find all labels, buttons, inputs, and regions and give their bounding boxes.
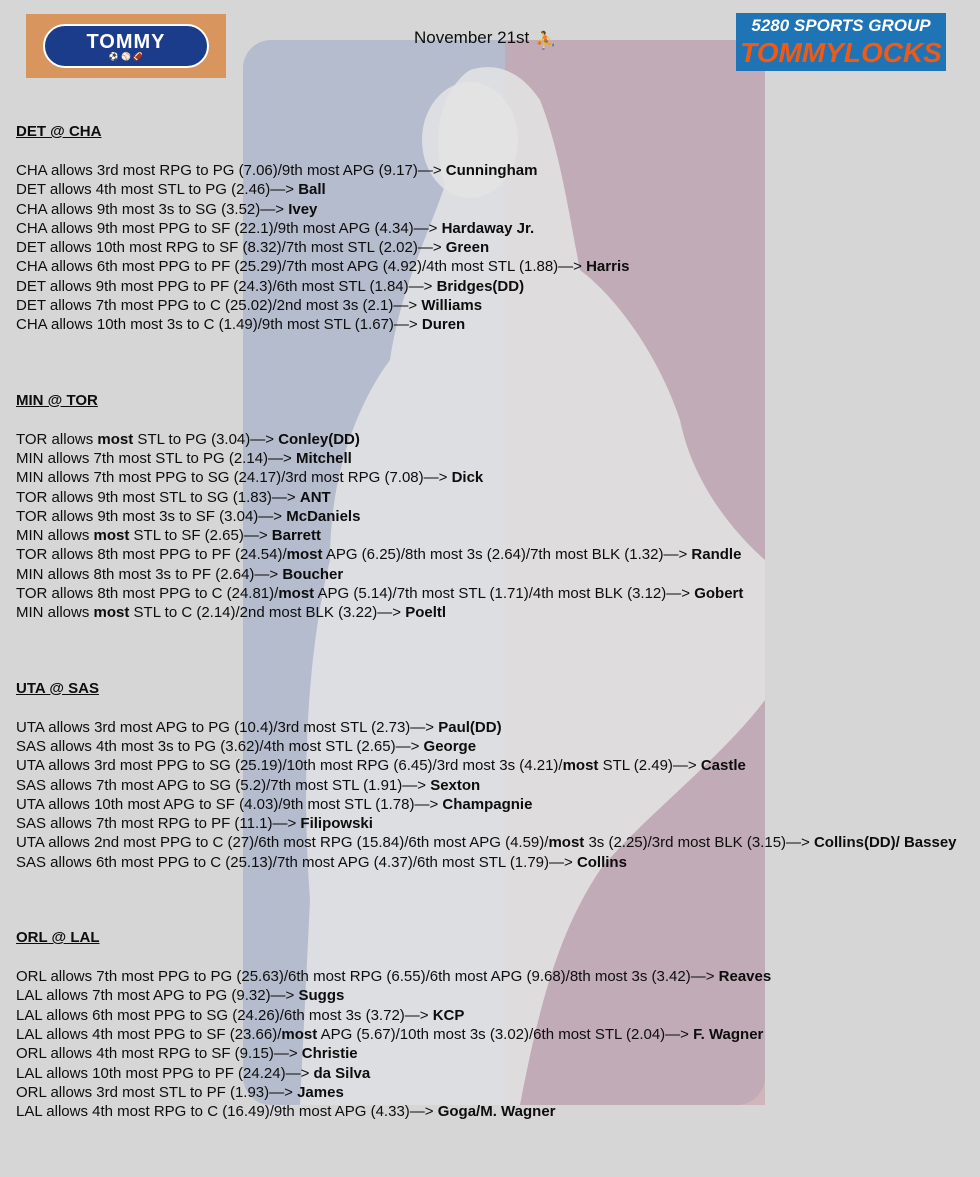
- stat-text: STL to C (2.14)/2nd most BLK (3.22)—>: [129, 604, 406, 622]
- player-name: most: [93, 604, 130, 622]
- matchup-line: [16, 833, 966, 852]
- player-name: Christie: [301, 1045, 358, 1063]
- stat-text: DET allows 9th most PPG to PF (24.3)/6th most STL (1.84)—>: [16, 277, 437, 295]
- player-name: Randle: [691, 546, 742, 564]
- player-name: Cunningham: [445, 162, 538, 179]
- stat-text: CHA allows 10th most 3s to C (1.49)/9th most STL (1.67)—>: [16, 316, 422, 334]
- player-name: Duren: [421, 316, 466, 334]
- player-name: Conley(DD): [278, 430, 360, 448]
- player-name: George: [423, 737, 477, 755]
- player-name: most: [548, 834, 585, 852]
- player-name: Williams: [421, 297, 483, 315]
- player-name: most: [562, 757, 599, 775]
- stat-text: APG (5.67)/10th most 3s (3.02)/6th most STL (2.04)—>: [317, 1025, 694, 1043]
- player-name: Reaves: [718, 968, 772, 986]
- basketball-player-icon: ⛹: [535, 31, 557, 50]
- player-name: most: [286, 546, 323, 564]
- matchup-lines: [16, 430, 966, 623]
- sports-group-text: 5280 SPORTS GROUP: [751, 16, 931, 35]
- sports-icons: ⚽ ⚾ 🏈: [108, 51, 144, 61]
- stat-text: MIN allows 8th most 3s to PF (2.64)—>: [16, 565, 283, 583]
- player-name: da Silva: [313, 1064, 371, 1082]
- player-name: most: [97, 430, 134, 448]
- stat-text: SAS allows 7th most APG to SG (5.2)/7th most STL (1.91)—>: [16, 776, 431, 794]
- player-name: Barrett: [271, 527, 321, 545]
- player-name: Green: [445, 239, 490, 257]
- page-date: [414, 28, 556, 51]
- matchup-line: [16, 238, 966, 257]
- player-name: McDaniels: [286, 507, 361, 525]
- game-title: UTA @ SAS: [16, 679, 99, 697]
- matchup-line: [16, 795, 966, 814]
- matchup-line: [16, 296, 966, 315]
- player-name: Collins: [576, 853, 627, 871]
- stat-text: DET allows 7th most PPG to C (25.02)/2nd most 3s (2.1)—>: [16, 297, 422, 315]
- stat-text: DET allows 10th most RPG to SF (8.32)/7th most STL (2.02)—>: [16, 239, 446, 257]
- matchup-line: [16, 853, 966, 872]
- game-title: DET @ CHA: [16, 123, 102, 140]
- player-name: Filipowski: [300, 815, 373, 833]
- matchup-line: [16, 488, 966, 507]
- player-name: Ball: [298, 181, 326, 199]
- matchup-line: [16, 584, 966, 603]
- stat-text: UTA allows 10th most APG to SF (4.03)/9th most STL (1.78)—>: [16, 795, 443, 813]
- date-text: November 21st: [414, 28, 530, 47]
- stat-text: LAL allows 4th most RPG to C (16.49)/9th most APG (4.33)—>: [16, 1103, 438, 1121]
- stat-text: APG (6.25)/8th most 3s (2.64)/7th most BLK (1.32)—>: [322, 546, 692, 564]
- stat-text: TOR allows 9th most STL to SG (1.83)—>: [16, 488, 300, 506]
- matchup-line: [16, 603, 966, 622]
- stat-text: CHA allows 9th most 3s to SG (3.52)—>: [16, 200, 289, 218]
- matchup-line: [16, 200, 966, 219]
- player-name: Boucher: [282, 565, 344, 583]
- player-name: Gobert: [694, 585, 744, 603]
- stat-text: 3s (2.25)/3rd most BLK (3.15)—>: [584, 834, 814, 852]
- matchup-line: [16, 180, 966, 199]
- stat-text: TOR allows 8th most PPG to PF (24.54)/: [16, 546, 287, 564]
- player-name: Mitchell: [295, 449, 352, 467]
- matchup-line: [16, 507, 966, 526]
- stat-text: LAL allows 4th most PPG to SF (23.66)/: [16, 1025, 282, 1043]
- player-name: most: [278, 585, 315, 603]
- stat-text: SAS allows 4th most 3s to PG (3.62)/4th most STL (2.65)—>: [16, 737, 424, 755]
- stat-text: STL to PG (3.04)—>: [133, 430, 279, 448]
- stat-text: TOR allows 9th most 3s to SF (3.04)—>: [16, 507, 287, 525]
- stat-text: UTA allows 2nd most PPG to C (27)/6th most RPG (15.84)/6th most APG (4.59)/: [16, 834, 549, 852]
- stat-text: LAL allows 7th most APG to PG (9.32)—>: [16, 987, 299, 1005]
- matchup-line: [16, 277, 966, 296]
- matchup-line: [16, 737, 966, 756]
- player-name: Dick: [451, 469, 484, 487]
- player-name: Harris: [586, 258, 630, 276]
- tommy-logo: [26, 14, 226, 78]
- matchup-line: [16, 814, 966, 833]
- stat-text: UTA allows 3rd most PPG to SG (25.19)/10th most RPG (6.45)/3rd most 3s (4.21)/: [16, 757, 563, 775]
- matchup-line: [16, 315, 966, 334]
- stat-text: UTA allows 3rd most APG to PG (10.4)/3rd most STL (2.73)—>: [16, 718, 439, 736]
- stat-text: CHA allows 3rd most RPG to PG (7.06)/9th most APG (9.17)—>: [16, 162, 446, 179]
- stat-text: MIN allows 7th most STL to PG (2.14)—>: [16, 449, 296, 467]
- stat-text: SAS allows 7th most RPG to PF (11.1)—>: [16, 815, 301, 833]
- matchup-line: [16, 1083, 966, 1102]
- matchup-lines: [16, 967, 966, 1121]
- matchup-line: [16, 967, 966, 986]
- matchup-line: [16, 449, 966, 468]
- player-name: ANT: [299, 488, 331, 506]
- player-name: Collins(DD)/ Bassey: [813, 834, 957, 852]
- stat-text: STL to SF (2.65)—>: [129, 527, 272, 545]
- matchup-line: [16, 219, 966, 238]
- player-name: Paul(DD): [438, 718, 502, 736]
- stat-text: SAS allows 6th most PPG to C (25.13)/7th most APG (4.37)/6th most STL (1.79)—>: [16, 853, 577, 871]
- game-section: [16, 122, 966, 335]
- matchup-line: [16, 756, 966, 775]
- matchup-line: [16, 430, 966, 449]
- tommy-logo-badge: [43, 24, 209, 68]
- stat-text: TOR allows 8th most PPG to C (24.81)/: [16, 585, 279, 603]
- player-name: James: [297, 1083, 344, 1101]
- stat-text: LAL allows 6th most PPG to SG (24.26)/6th most 3s (3.72)—>: [16, 1006, 433, 1024]
- stat-text: CHA allows 9th most PPG to SF (22.1)/9th most APG (4.34)—>: [16, 219, 442, 237]
- player-name: Bridges(DD): [436, 277, 525, 295]
- stat-text: LAL allows 10th most PPG to PF (24.24)—>: [16, 1064, 314, 1082]
- tommy-logo-text: TOMMY: [86, 30, 166, 53]
- game-section: [16, 391, 966, 623]
- tommylocks-logo: [736, 13, 946, 71]
- matchup-line: [16, 718, 966, 737]
- stat-text: TOR allows: [16, 430, 98, 448]
- stat-text: MIN allows: [16, 527, 94, 545]
- matchup-lines: [16, 161, 966, 335]
- game-title: MIN @ TOR: [16, 391, 98, 409]
- matchup-line: [16, 161, 966, 180]
- game-title: ORL @ LAL: [16, 929, 100, 947]
- player-name: Ivey: [288, 200, 318, 218]
- stat-text: ORL allows 4th most RPG to SF (9.15)—>: [16, 1045, 302, 1063]
- game-section: [16, 679, 966, 872]
- player-name: most: [281, 1025, 318, 1043]
- player-name: Castle: [700, 757, 746, 775]
- player-name: Poeltl: [405, 604, 447, 622]
- stat-text: DET allows 4th most STL to PG (2.46)—>: [16, 181, 299, 199]
- matchup-notes: [16, 122, 966, 1177]
- player-name: Champagnie: [442, 795, 533, 813]
- player-name: Hardaway Jr.: [441, 219, 535, 237]
- matchup-line: [16, 545, 966, 564]
- matchup-line: [16, 1006, 966, 1025]
- stat-text: MIN allows: [16, 604, 94, 622]
- player-name: Goga/M. Wagner: [437, 1103, 556, 1121]
- matchup-lines: [16, 718, 966, 872]
- stat-text: APG (5.14)/7th most STL (1.71)/4th most BLK (3.12)—>: [314, 585, 695, 603]
- matchup-line: [16, 1064, 966, 1083]
- player-name: F. Wagner: [693, 1025, 764, 1043]
- matchup-line: [16, 1044, 966, 1063]
- player-name: Sexton: [430, 776, 481, 794]
- player-name: most: [93, 527, 130, 545]
- matchup-line: [16, 776, 966, 795]
- matchup-line: [16, 565, 966, 584]
- matchup-line: [16, 1025, 966, 1044]
- stat-text: STL (2.49)—>: [598, 757, 701, 775]
- matchup-line: [16, 526, 966, 545]
- player-name: Suggs: [298, 987, 345, 1005]
- matchup-line: [16, 257, 966, 276]
- player-name: KCP: [432, 1006, 465, 1024]
- stat-text: ORL allows 7th most PPG to PG (25.63)/6th most RPG (6.55)/6th most APG (9.68)/8th most 3s (3.42)—>: [16, 968, 719, 986]
- stat-text: ORL allows 3rd most STL to PF (1.93)—>: [16, 1083, 298, 1101]
- stat-text: CHA allows 6th most PPG to PF (25.29)/7th most APG (4.92)/4th most STL (1.88)—>: [16, 258, 587, 276]
- matchup-line: [16, 986, 966, 1005]
- stat-text: MIN allows 7th most PPG to SG (24.17)/3rd most RPG (7.08)—>: [16, 469, 452, 487]
- matchup-line: [16, 468, 966, 487]
- game-section: [16, 928, 966, 1121]
- tommylocks-text: TOMMYLOCKS: [740, 37, 942, 68]
